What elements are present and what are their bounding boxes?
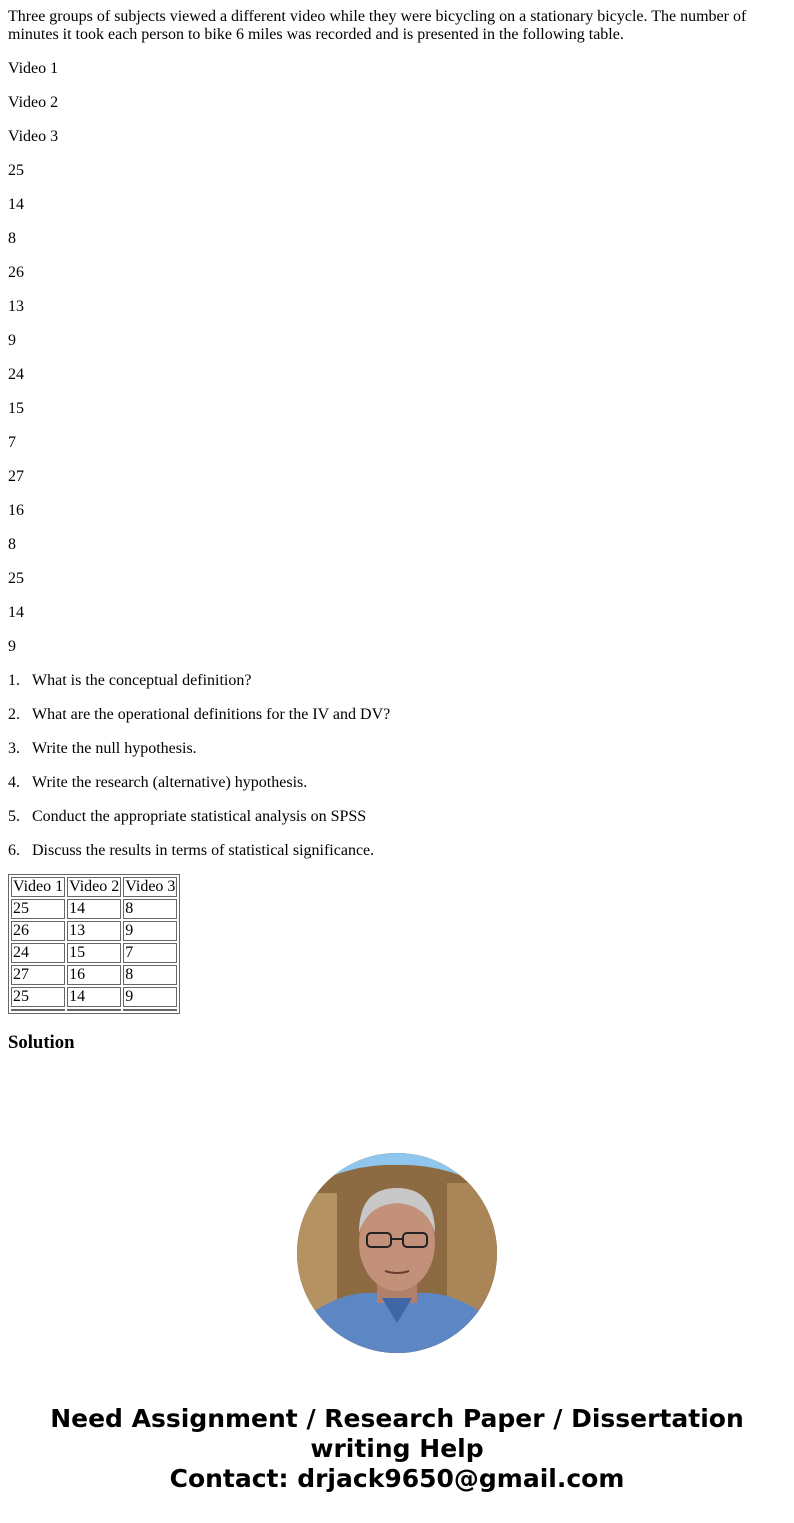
flat-value: 9 bbox=[8, 638, 16, 655]
flat-value: 25 bbox=[8, 570, 24, 587]
flat-value: 15 bbox=[8, 400, 24, 417]
flat-value: 13 bbox=[8, 298, 24, 315]
question-text: What is the conceptual definition? bbox=[32, 672, 252, 689]
question-number: 3. bbox=[8, 740, 20, 757]
table-cell: 13 bbox=[67, 921, 121, 941]
question-text: Write the research (alternative) hypothesis. bbox=[32, 774, 308, 791]
author-avatar bbox=[297, 1153, 497, 1353]
table-cell: 7 bbox=[123, 943, 177, 963]
table-cell: 26 bbox=[11, 921, 65, 941]
table-cell: 25 bbox=[11, 987, 65, 1007]
banner-line-2: writing Help bbox=[310, 1434, 484, 1463]
flat-value: 27 bbox=[8, 468, 24, 485]
table-cell: 8 bbox=[123, 965, 177, 985]
table-cell: 9 bbox=[123, 921, 177, 941]
flat-value: 25 bbox=[8, 162, 24, 179]
flat-value: 8 bbox=[8, 536, 16, 553]
data-table bbox=[8, 874, 180, 1014]
flat-value: 16 bbox=[8, 502, 24, 519]
flat-value: 24 bbox=[8, 366, 24, 383]
table-row bbox=[11, 943, 177, 963]
question-number: 2. bbox=[8, 706, 20, 723]
table-empty-row bbox=[11, 1009, 177, 1011]
question-item bbox=[8, 706, 786, 724]
table-header-cell: Video 2 bbox=[69, 878, 120, 895]
question-item bbox=[8, 672, 786, 690]
question-item bbox=[8, 774, 786, 792]
flat-value: 14 bbox=[8, 196, 24, 213]
table-cell: 8 bbox=[123, 899, 177, 919]
flat-value: Video 3 bbox=[8, 128, 59, 145]
contact-banner bbox=[0, 1404, 794, 1494]
table-row bbox=[11, 899, 177, 919]
table-cell: 14 bbox=[67, 987, 121, 1007]
table-header-cell: Video 1 bbox=[13, 878, 64, 895]
banner-line-1: Need Assignment / Research Paper / Dissertation bbox=[50, 1404, 744, 1433]
question-item bbox=[8, 842, 786, 860]
questions-list bbox=[8, 672, 786, 860]
banner-line-3: Contact: drjack9650@gmail.com bbox=[169, 1464, 625, 1493]
table-row bbox=[11, 965, 177, 985]
question-number: 5. bbox=[8, 808, 20, 825]
flat-value: Video 2 bbox=[8, 94, 59, 111]
table-header-cell: Video 3 bbox=[125, 878, 176, 895]
table-empty-cell bbox=[67, 1009, 121, 1011]
flat-value: 7 bbox=[8, 434, 16, 451]
table-cell: 25 bbox=[11, 899, 65, 919]
table-header-row bbox=[11, 877, 177, 897]
flat-value: 26 bbox=[8, 264, 24, 281]
table-cell: 27 bbox=[11, 965, 65, 985]
question-number: 4. bbox=[8, 774, 20, 791]
flat-values-list bbox=[8, 60, 786, 656]
intro-paragraph: Three groups of subjects viewed a different video while they were bicycling on a stationary bicycle. The number of minutes it took each person to bike 6 miles was recorded and is presented in the following table. bbox=[8, 8, 747, 43]
table-empty-cell bbox=[11, 1009, 65, 1011]
question-text: Discuss the results in terms of statistical significance. bbox=[32, 842, 375, 859]
question-number: 1. bbox=[8, 672, 20, 689]
flat-value: 14 bbox=[8, 604, 24, 621]
question-text: Conduct the appropriate statistical analysis on SPSS bbox=[32, 808, 367, 825]
question-text: What are the operational definitions for the IV and DV? bbox=[32, 706, 391, 723]
flat-value: Video 1 bbox=[8, 60, 59, 77]
table-cell: 15 bbox=[67, 943, 121, 963]
table-row bbox=[11, 987, 177, 1007]
question-number: 6. bbox=[8, 842, 20, 859]
table-cell: 9 bbox=[123, 987, 177, 1007]
table-empty-cell bbox=[123, 1009, 177, 1011]
flat-value: 9 bbox=[8, 332, 16, 349]
solution-heading: Solution bbox=[8, 1032, 75, 1053]
table-cell: 14 bbox=[67, 899, 121, 919]
question-text: Write the null hypothesis. bbox=[32, 740, 197, 757]
flat-value: 8 bbox=[8, 230, 16, 247]
table-cell: 24 bbox=[11, 943, 65, 963]
question-item bbox=[8, 740, 786, 758]
table-row bbox=[11, 921, 177, 941]
table-cell: 16 bbox=[67, 965, 121, 985]
question-item bbox=[8, 808, 786, 826]
